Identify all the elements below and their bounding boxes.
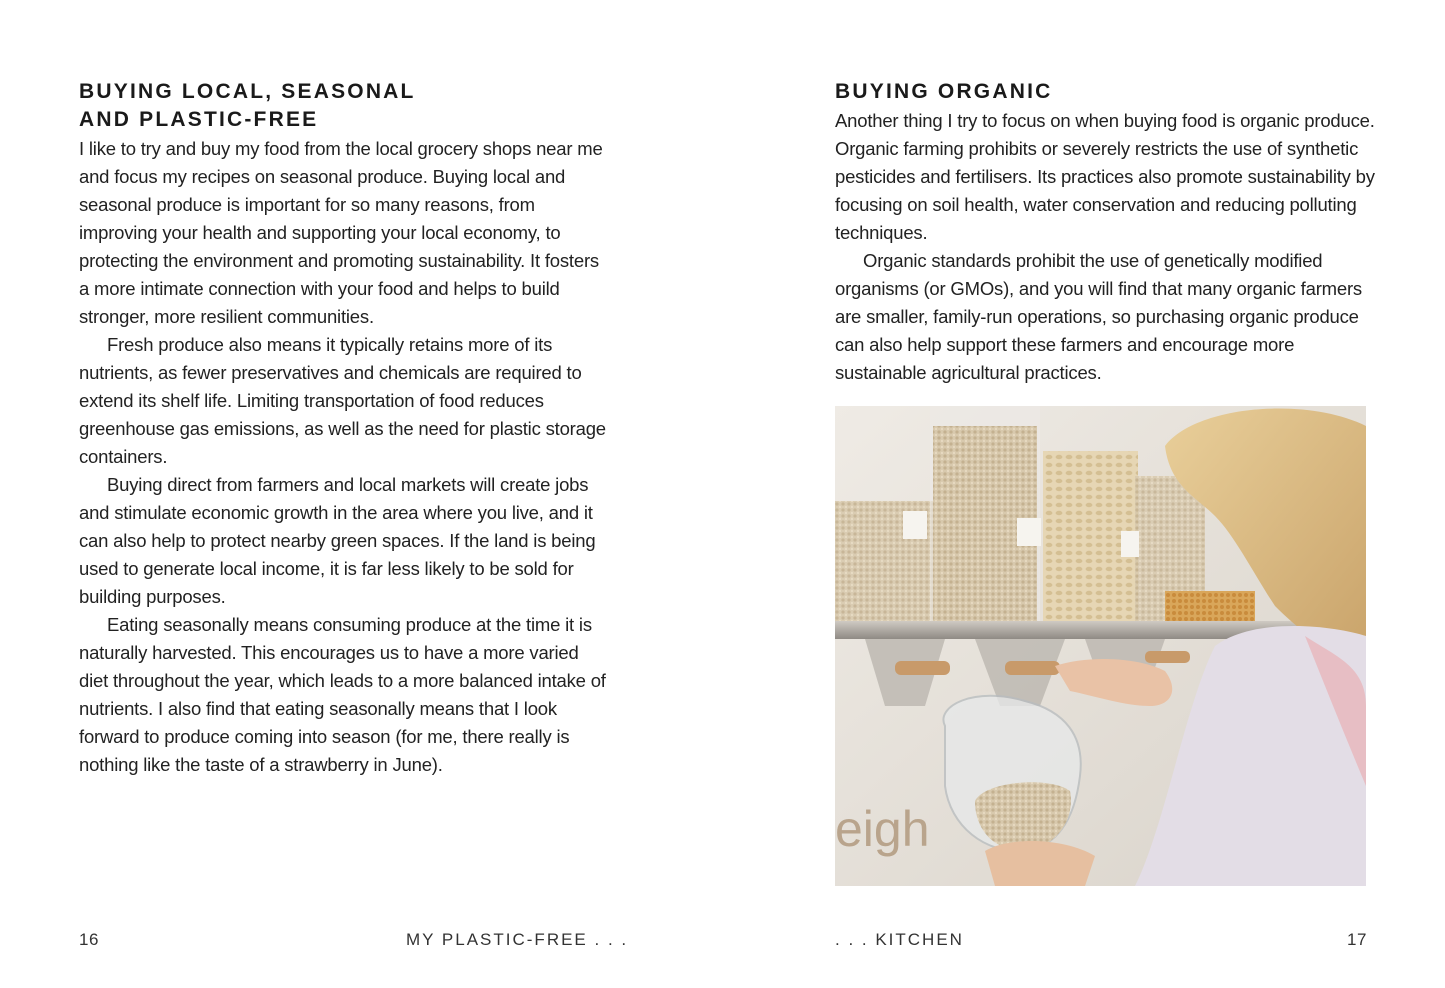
dispenser-handle <box>1005 661 1060 675</box>
page-number-right: 17 <box>1347 930 1367 949</box>
body-text-local <box>79 135 611 779</box>
body-text-organic <box>835 107 1375 387</box>
paragraph: I like to try and buy my food from the local grocery shops near me and focus my recipes on seasonal produce. Buying local and seasonal produce is important for so many reasons, from improving your health and supporting your local economy, to protecting the environment and promoting sustainability. It fosters a more intimate connection with your food and helps to build stronger, more resilient communities. <box>79 138 603 327</box>
wall-lettering: eigh <box>835 801 930 857</box>
photo-illustration <box>835 406 1366 886</box>
section-heading-organic: BUYING ORGANIC <box>835 80 1053 103</box>
paragraph: Eating seasonally means consuming produce at the time it is naturally harvested. This encourages us to have a more varied diet throughout the year, which leads to a more balanced intake of nutrients. I also find that eating seasonally means that I look forward to produce coming into season (for me, there really is nothing like the taste of a strawberry in June). <box>79 614 606 775</box>
heading-line-2: AND PLASTIC-FREE <box>79 108 319 131</box>
container-label <box>1017 518 1041 546</box>
container-label <box>1121 531 1139 557</box>
paragraph: Buying direct from farmers and local markets will create jobs and stimulate economic growth in the area where you live, and it can also help to protect nearby green spaces. If the land is being used to generate local income, it is far less likely to be sold for building purposes. <box>79 474 596 607</box>
dispenser-container <box>1165 591 1255 626</box>
photo-bulk-dispensers <box>835 406 1366 886</box>
container-label <box>903 511 927 539</box>
section-heading-local <box>79 78 639 134</box>
running-head-left: MY PLASTIC-FREE . . . <box>406 930 629 949</box>
paragraph: Organic standards prohibit the use of genetically modified organisms (or GMOs), and you will find that many organic farmers are smaller, family-run operations, so purchasing organic produce can also help support these farmers and encourage more sustainable agricultural practices. <box>835 250 1362 383</box>
paragraph: Another thing I try to focus on when buying food is organic produce. Organic farming prohibits or severely restricts the use of synthetic pesticides and fertilisers. Its practices also promote sustainability by focusing on soil health, water conservation and reducing polluting techniques. <box>835 110 1375 243</box>
left-page <box>0 0 722 988</box>
running-head-right: . . . KITCHEN <box>835 930 964 949</box>
page-number-left: 16 <box>79 930 99 949</box>
dispenser-handle <box>895 661 950 675</box>
heading-line-1: BUYING LOCAL, SEASONAL <box>79 80 416 103</box>
right-page <box>722 0 1445 988</box>
paragraph: Fresh produce also means it typically retains more of its nutrients, as fewer preservatives and chemicals are required to extend its shelf life. Limiting transportation of food reduces greenhouse gas emissions, as well as the need for plastic storage containers. <box>79 334 606 467</box>
dispenser-handle <box>1145 651 1190 663</box>
